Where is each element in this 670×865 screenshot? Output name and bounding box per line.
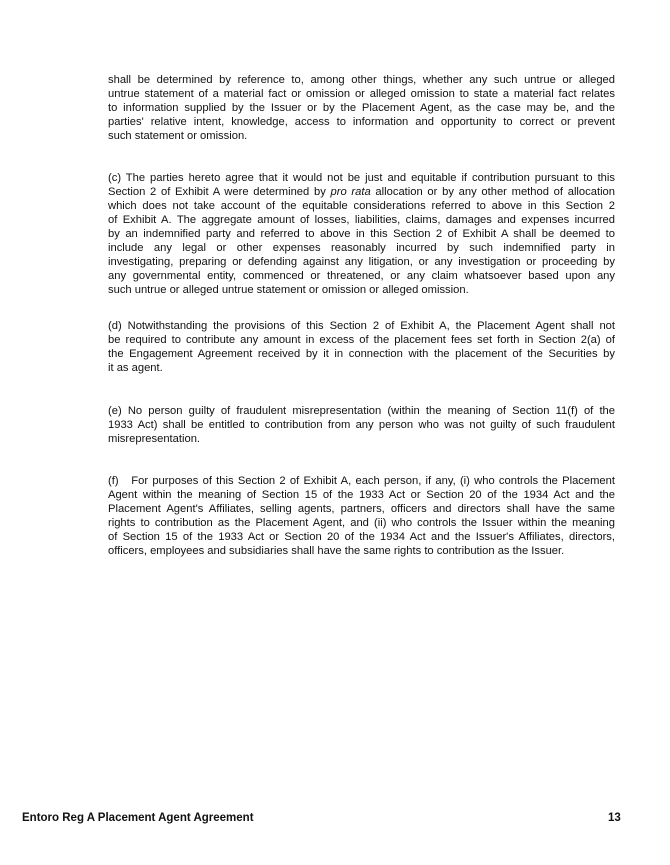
text-line: untrue statement of a material fact or omission or alleged omission to state a material fact relates <box>108 88 615 100</box>
paragraph-c <box>108 171 615 297</box>
text-line: by an indemnified party and referred to above in this Section 2 of Exhibit A shall be deemed to <box>108 228 615 240</box>
text-line: of Section 15 of the 1933 Act or Section 20 of the 1934 Act and the Issuer's Affiliates, directors, <box>108 531 615 543</box>
text-line: misrepresentation. <box>108 433 201 445</box>
text-line: be required to contribute any amount in excess of the placement fees set forth in Section 2(a) of <box>108 334 615 346</box>
text-line: Placement Agent's Affiliates, selling agents, partners, officers and directors shall have the same <box>108 503 615 515</box>
paragraph-b-continuation <box>108 73 615 143</box>
text-line <box>108 185 615 199</box>
text-line: shall be determined by reference to, among other things, whether any such untrue or alleged <box>108 74 615 86</box>
text-line: such statement or omission. <box>108 130 248 142</box>
paragraph-e <box>108 404 615 446</box>
text-line: investigating, preparing or defending against any litigation, or any investigation or proceeding by <box>108 256 615 268</box>
text-line: officers, employees and subsidiaries shall have the same rights to contribution as the Issuer. <box>108 545 565 557</box>
text-line: (c) The parties hereto agree that it would not be just and equitable if contribution pursuant to this <box>108 172 615 184</box>
text-line: include any legal or other expenses reasonably incurred by such indemnified party in <box>108 242 615 254</box>
text-line: any governmental entity, commenced or threatened, or any claim whatsoever based upon any <box>108 270 615 282</box>
footer-page-number: 13 <box>608 812 621 824</box>
text-line: it as agent. <box>108 362 163 374</box>
paragraph-d <box>108 319 615 375</box>
footer-document-title: Entoro Reg A Placement Agent Agreement <box>22 812 254 824</box>
italic-pro-rata: pro rata <box>330 186 371 198</box>
text-line: such untrue or alleged untrue statement or omission or alleged omission. <box>108 284 469 296</box>
text-line: to information supplied by the Issuer or by the Placement Agent, as the case may be, and the <box>108 102 615 114</box>
text-line: which does not take account of the equitable considerations referred to above in this Section 2 <box>108 200 615 212</box>
paragraph-f <box>108 474 615 558</box>
text-line: Agent within the meaning of Section 15 of the 1933 Act or Section 20 of the 1934 Act and the <box>108 489 615 501</box>
text-segment: allocation or by any other method of allocation <box>370 186 615 198</box>
text-line: rights to contribution as the Placement Agent, and (ii) who controls the Issuer within the meaning <box>108 517 615 529</box>
text-line: (f) For purposes of this Section 2 of Exhibit A, each person, if any, (i) who controls the Placement <box>108 475 615 487</box>
text-line: (e) No person guilty of fraudulent misrepresentation (within the meaning of Section 11(f) of the <box>108 405 615 417</box>
text-line: of Exhibit A. The aggregate amount of losses, liabilities, claims, damages and expenses incurred <box>108 214 615 226</box>
text-line: the Engagement Agreement received by it in connection with the placement of the Securities by <box>108 348 615 360</box>
text-line: 1933 Act) shall be entitled to contribution from any person who was not guilty of such fraudulent <box>108 419 615 431</box>
text-segment: Section 2 of Exhibit A were determined by <box>108 186 331 198</box>
text-line: (d) Notwithstanding the provisions of this Section 2 of Exhibit A, the Placement Agent shall not <box>108 320 615 332</box>
text-line: parties' relative intent, knowledge, access to information and opportunity to correct or prevent <box>108 116 615 128</box>
